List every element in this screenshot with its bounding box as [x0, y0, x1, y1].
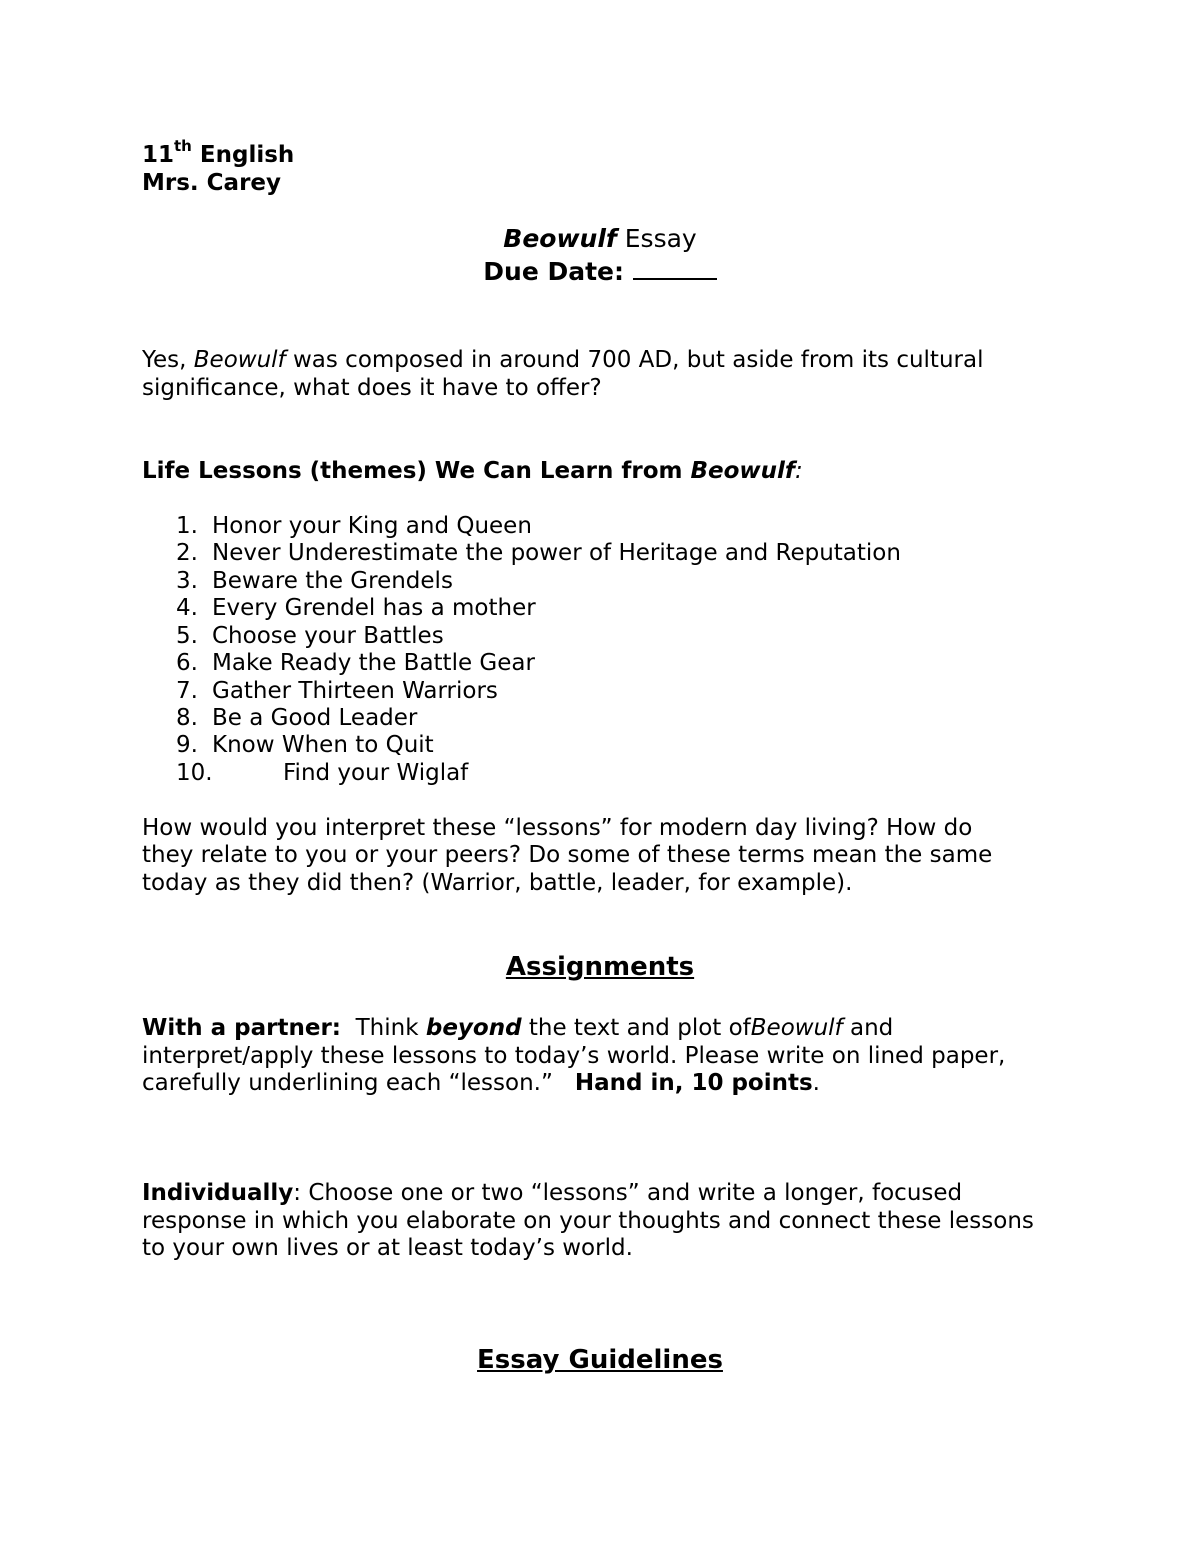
list-item-text: Find your Wiglaf: [283, 760, 469, 786]
list-item-text: Beware the Grendels: [212, 568, 453, 594]
list-item: [142, 539, 901, 567]
intro-work: Beowulf: [193, 347, 286, 373]
course-name: English: [199, 142, 295, 168]
list-item-number: 4.: [176, 595, 198, 621]
list-item-number: 9.: [176, 732, 198, 758]
list-item-text: Be a Good Leader: [212, 705, 418, 731]
partner-work: Beowulf: [750, 1015, 843, 1041]
lessons-heading-colon: :: [794, 458, 803, 484]
partner-and: and: [849, 1015, 894, 1041]
intro-part1: Yes,: [142, 347, 187, 373]
list-item: [142, 759, 468, 787]
list-item-number: 5.: [176, 623, 198, 649]
list-item-text: Honor your King and Queen: [212, 513, 532, 539]
list-item-text: Gather Thirteen Warriors: [212, 678, 498, 704]
list-item-number: 10.: [176, 760, 213, 786]
list-item-number: 7.: [176, 678, 198, 704]
partner-hand-in: Hand in, 10 points: [574, 1070, 813, 1096]
individual-label: Individually: [142, 1180, 294, 1206]
list-item-number: 8.: [176, 705, 198, 731]
list-item-text: Choose your Battles: [212, 623, 444, 649]
list-item-text: Know When to Quit: [212, 732, 434, 758]
partner-think: Think: [355, 1015, 419, 1041]
title-work: Beowulf: [503, 224, 617, 253]
partner-period: .: [812, 1070, 820, 1096]
question-line-3: today as they did then? (Warrior, battle, leader, for example).: [142, 870, 853, 896]
partner-line-1: [142, 1014, 893, 1042]
list-item-text: Every Grendel has a mother: [212, 595, 536, 621]
course-line: [142, 137, 295, 169]
intro-line-1: [142, 346, 983, 374]
partner-beyond: beyond: [425, 1015, 522, 1041]
intro-line-2: significance, what does it have to offer?: [142, 375, 602, 401]
due-date-line: [0, 258, 1200, 286]
due-date-label: Due Date:: [483, 257, 625, 286]
list-item-number: 2.: [176, 540, 198, 566]
assignments-heading: Assignments: [505, 952, 695, 982]
list-item-text: Never Underestimate the power of Heritage and Reputation: [212, 540, 901, 566]
individual-after-label: : Choose one or two “lessons” and write a longer, focused: [293, 1180, 963, 1206]
partner-mid: the text and plot of: [528, 1015, 751, 1041]
list-item: [142, 622, 444, 650]
individual-line-3: to your own lives or at least today’s world.: [142, 1235, 633, 1261]
partner-line-2: interpret/apply these lessons to today’s world. Please write on lined paper,: [142, 1043, 1006, 1069]
partner-line3-text: carefully underlining each “lesson.”: [142, 1070, 553, 1096]
list-item-number: 3.: [176, 568, 198, 594]
teacher-name: Mrs. Carey: [142, 170, 281, 196]
list-item: [142, 704, 417, 732]
partner-line-3: [142, 1069, 820, 1097]
list-item: [142, 649, 535, 677]
title-word: Essay: [624, 224, 697, 253]
list-item: [142, 677, 498, 705]
lessons-heading: [142, 457, 803, 485]
individual-line-2: response in which you elaborate on your thoughts and connect these lessons: [142, 1208, 1034, 1234]
list-item: [142, 731, 434, 759]
list-item-text: Make Ready the Battle Gear: [212, 650, 535, 676]
page-title: [0, 225, 1200, 253]
list-item-number: 1.: [176, 513, 198, 539]
list-item: [142, 567, 453, 595]
guidelines-heading: Essay Guidelines: [477, 1345, 723, 1375]
list-item: [142, 512, 532, 540]
lessons-heading-work: Beowulf: [690, 458, 795, 484]
lessons-heading-text: Life Lessons (themes) We Can Learn from: [142, 458, 683, 484]
partner-label: With a partner:: [142, 1015, 341, 1041]
due-date-blank: [633, 258, 717, 280]
intro-part2: was composed in around 700 AD, but aside from its cultural: [292, 347, 984, 373]
individual-line-1: [142, 1179, 962, 1207]
list-item: [142, 594, 536, 622]
question-line-2: they relate to you or your peers? Do some of these terms mean the same: [142, 842, 993, 868]
course-suffix: th: [174, 137, 192, 156]
question-line-1: How would you interpret these “lessons” for modern day living? How do: [142, 815, 973, 841]
course-number: 11: [142, 142, 175, 168]
list-item-number: 6.: [176, 650, 198, 676]
